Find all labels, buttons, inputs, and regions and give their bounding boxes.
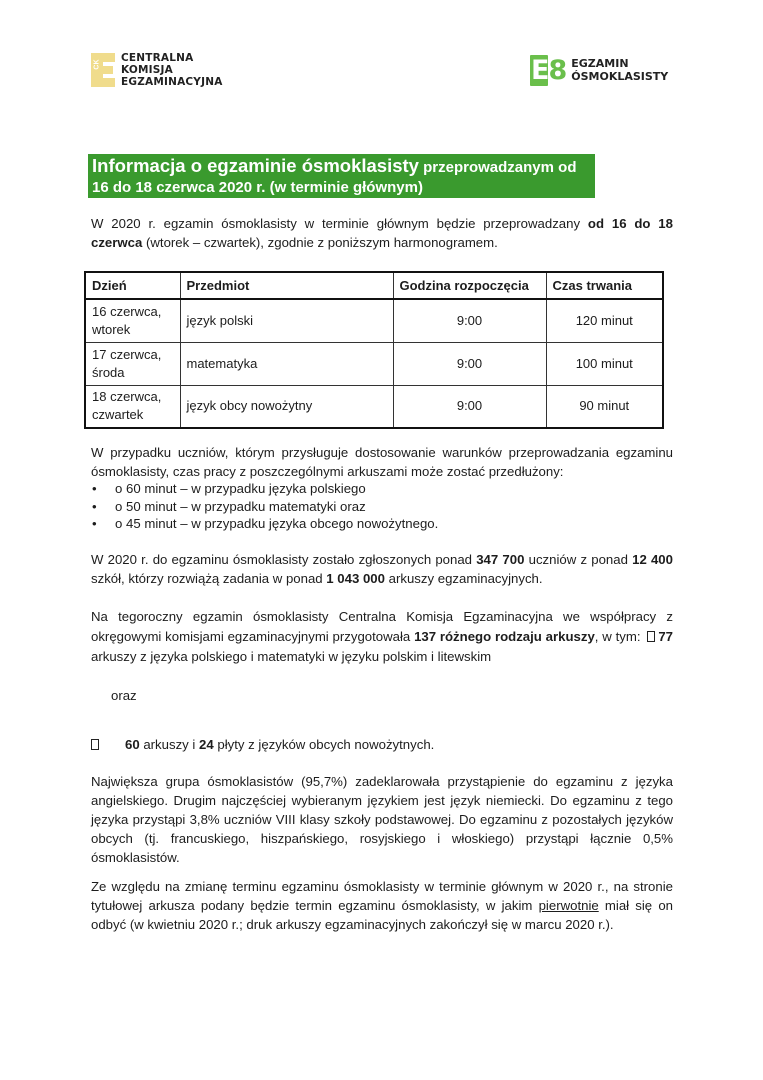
bullet-icon: • <box>92 516 97 531</box>
header-start-time: Godzina rozpoczęcia <box>393 272 546 299</box>
cell-subject: język polski <box>180 299 393 342</box>
cell-time: 9:00 <box>393 299 546 342</box>
header-subject: Przedmiot <box>180 272 393 299</box>
sheets-paragraph: Na tegoroczny egzamin ósmoklasisty Centralna Komisja Egzaminacyjna we współpracy z okręgowymi komisjami egzaminacyjnymi przygotowała 137 różnego rodzaju arkuszy, w tym: 77 arkuszy z języka polskiego i matematyki w języku polskim i litewskim <box>91 609 673 664</box>
table-row <box>85 385 663 428</box>
list-item: • o 60 minut – w przypadku języka polskiego <box>92 481 366 496</box>
header-duration: Czas trwania <box>546 272 663 299</box>
cke-logo-mark-icon: CK <box>91 53 115 87</box>
sheets-second-item: 60 arkuszy i 24 płyty z języków obcych nowożytnych. <box>91 735 673 754</box>
cell-subject: język obcy nowożytny <box>180 385 393 428</box>
e8-logo <box>530 57 668 84</box>
cell-subject: matematyka <box>180 342 393 385</box>
cke-logo <box>91 52 223 88</box>
header-day: Dzień <box>85 272 180 299</box>
intro-paragraph: W 2020 r. egzamin ósmoklasisty w terminie głównym będzie przeprowadzany od 16 do 18 czerwca (wtorek – czwartek), zgodnie z poniższym harmonogramem. <box>91 216 673 250</box>
extension-paragraph: W przypadku uczniów, którym przysługuje dostosowanie warunków przeprowadzania egzaminu ósmoklasisty, czas pracy z poszczególnymi arkuszami może zostać przedłużony: <box>91 445 673 479</box>
e8-logo-mark-icon: E8 <box>531 55 566 86</box>
list-item: • o 50 minut – w przypadku matematyki oraz <box>92 498 366 514</box>
languages-paragraph: Największa grupa ósmoklasistów (95,7%) zadeklarowała przystąpienie do egzaminu z języka angielskiego. Drugim najczęściej wybieranym językiem jest język niemiecki. Do egzaminu z tego języka przystąpi 3,8% uczniów VIII klasy szkoły podstawowej. Do egzaminu z pozostałych języków obcych (tj. francuskiego, hiszpańskiego, rosyjskiego i włoskiego) przystąpi łącznie 0,5% ósmoklasistów. <box>91 774 673 865</box>
list-item: • o 45 minut – w przypadku języka obcego nowożytnego. <box>92 516 439 531</box>
e8-logo-text: EGZAMIN ÓSMOKLASISTY <box>571 57 669 83</box>
page-title: Informacja o egzaminie ósmoklasisty przeprowadzanym od 16 do 18 czerwca 2020 r. (w terminie głównym) <box>88 154 595 198</box>
note-paragraph: Ze względu na zmianę terminu egzaminu ósmoklasisty w terminie głównym w 2020 r., na stronie tytułowej arkusza podany będzie termin egzaminu ósmoklasisty, w jakim pierwotnie miał się on odbyć (w kwietniu 2020 r.; druk arkuszy egzaminacyjnych zakończył się w marcu 2020 r.). <box>91 879 673 932</box>
table-header-row <box>85 272 663 299</box>
oraz-text: oraz <box>111 688 137 703</box>
cell-duration: 100 minut <box>546 342 663 385</box>
cell-day: 17 czerwca, środa <box>85 342 180 385</box>
cell-day: 18 czerwca, czwartek <box>85 385 180 428</box>
bullet-icon: • <box>92 481 97 496</box>
cell-day: 16 czerwca, wtorek <box>85 299 180 342</box>
cell-time: 9:00 <box>393 342 546 385</box>
missing-glyph-icon <box>647 631 655 642</box>
missing-glyph-icon <box>91 739 99 750</box>
cell-duration: 120 minut <box>546 299 663 342</box>
extension-list <box>91 480 438 533</box>
table-row <box>85 342 663 385</box>
bullet-icon: • <box>92 498 97 514</box>
schedule-table <box>84 271 664 429</box>
cell-time: 9:00 <box>393 385 546 428</box>
cke-logo-text: CENTRALNA KOMISJA EGZAMINACYJNA <box>121 52 223 88</box>
table-row <box>85 299 663 342</box>
cell-duration: 90 minut <box>546 385 663 428</box>
stats-paragraph: W 2020 r. do egzaminu ósmoklasisty zostało zgłoszonych ponad 347 700 uczniów z ponad 12 400 szkół, którzy rozwiążą zadania w ponad 1 043 000 arkuszy egzaminacyjnych. <box>91 552 673 586</box>
